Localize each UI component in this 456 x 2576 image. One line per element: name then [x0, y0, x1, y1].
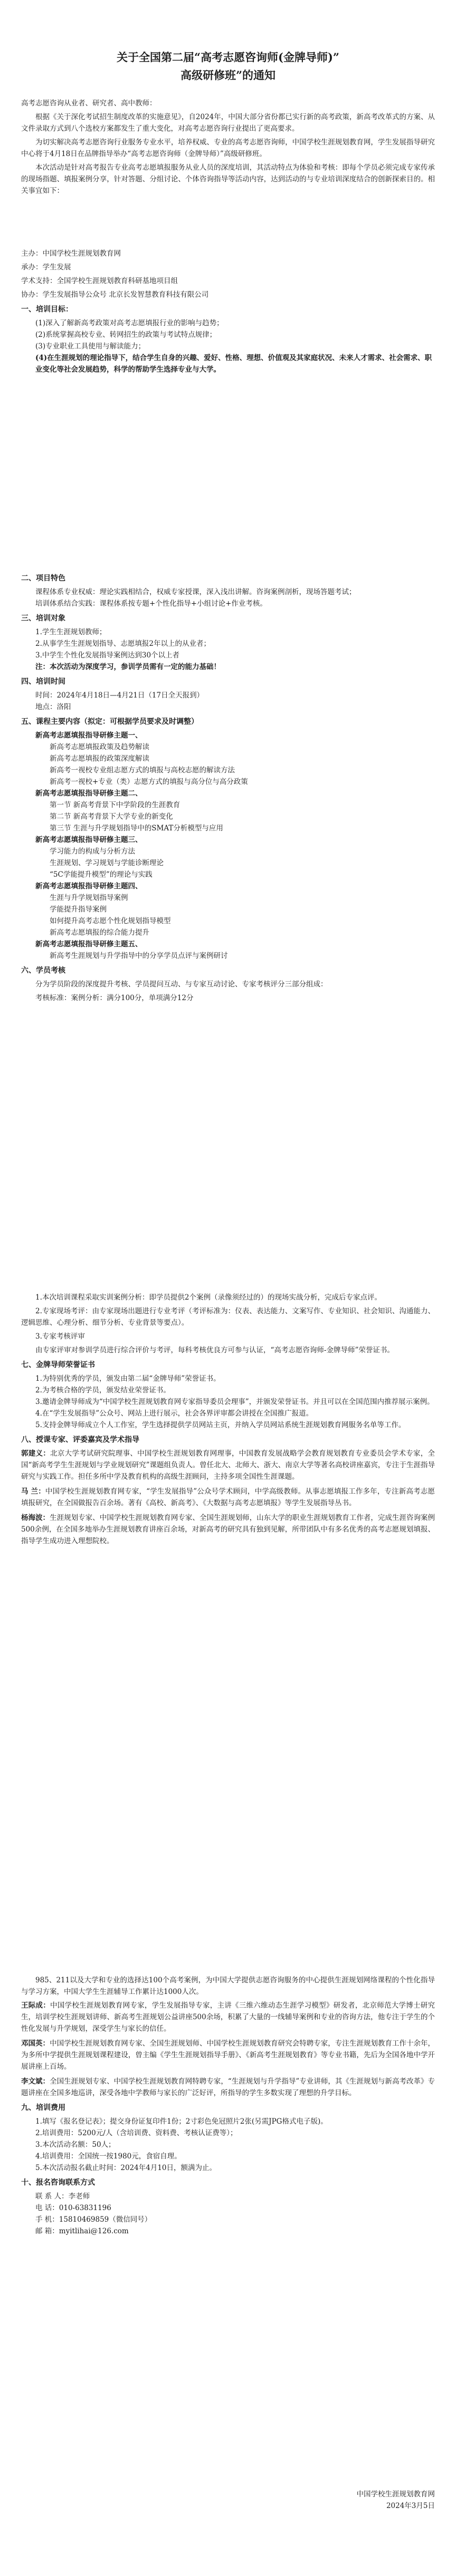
module-item: 新高考一视校+专业（类）志愿方式的填报与高分位与高分政策: [50, 778, 248, 786]
module-item: 学习能力的构成与分析方法: [50, 847, 135, 856]
certificate-item: 2.为考核合格的学员，颁发结业荣誉证书。: [35, 1386, 170, 1394]
section-4-title: 四、培训时间: [21, 677, 65, 686]
academic-support: 学术支持：全国学校生涯规划教育科研基地项目组: [21, 277, 178, 285]
expert-name: 马 兰：: [21, 1487, 45, 1496]
expert-bio: 中国学校生涯规划教育网专家，学生发展指导专家，主讲《三维六维动态生涯学习模型》研发者，北京师范大学博士研究生，培训学校生涯规划讲师、新高考生涯规划公益讲座500余场，积累了大量的一线辅导案例和专业的咨询方法，他专注于学生的个性化发展与升学规划，深受学生与家长的信任。: [21, 2001, 435, 2033]
section-6-title: 六、学员考核: [21, 966, 65, 975]
assessment-standard: 考核标准：案例分析：满分100分，单项满分12分: [35, 994, 194, 1002]
host: 主办：中国学校生涯规划教育网: [21, 249, 121, 258]
intro-paragraph-2: 为切实解决高考志愿咨询行业服务专业水平，培养权威、专业的高考志愿咨询师，中国学校生涯规划教育网，学生发展指导研究中心将于4月18日在品牌指导举办“高考志愿咨询师（金牌导师）”高级研修班。: [21, 138, 435, 158]
module-title: 新高考志愿填报指导研修主题一、: [35, 731, 142, 740]
goal-item: (3)专业职业工具使用与解读能力；: [35, 342, 146, 351]
signature-block: [21, 2488, 435, 2512]
assessment-item: 由专家评审对参训学员进行综合评价与考评，每科考核优良方可参与认证，“高考志愿咨询师-金牌导师”荣誉证书。: [35, 1346, 394, 1354]
assist: 协办：学生发展指导公众号 北京长发智慧教育科技有限公司: [21, 290, 209, 299]
module-item: 第二节 新高考背景下大学专业的新变化: [50, 812, 173, 821]
section-5-title: 五、课程主要内容（拟定：可根据学员要求及时调整）: [21, 718, 198, 726]
expert-entry: [21, 1486, 435, 1509]
certificate-item: 3.邀请金牌导师成为“中国学校生涯规划教育网专家指导委员会理事”，并颁发荣誉证书。并且可以在全国范围内推荐展示案例。: [35, 1398, 434, 1406]
expert-bio: 全国生涯规划专家、中国学校生涯规划教育网特聘专家，“生涯规划与升学指导”专业讲师，其《生涯规划与新高考改革》专题讲座在全国多地巡讲，深受各地中学教师与家长的广泛好评，所指导的学生多数实现了理想的升学目标。: [21, 2077, 435, 2097]
program-section: [21, 569, 435, 1006]
expert-entry: [21, 1448, 435, 1483]
section-8-title: 八、授课专家、评委嘉宾及学术指导: [21, 1436, 139, 1444]
time-item: 时间：2024年4月18日—4月21日（17日全天报到）: [35, 691, 204, 700]
certificate-item: 1.为特别优秀的学员，颁发由第二届“金牌导师”荣誉证书。: [35, 1374, 221, 1383]
contact-mobile: 手 机：15810469859（微信同号）: [35, 2215, 152, 2224]
experts-continued-section: [21, 1974, 435, 2237]
fee-item: 5.本次活动报名截止时间：2024年4月10日，额满为止。: [35, 2164, 217, 2172]
assessment-item: 3.专家考核评审: [35, 1332, 85, 1341]
expert-name: 杨海波：: [21, 1514, 50, 1522]
expert-entry: [21, 2038, 435, 2073]
section-10-title: 十、报名咨询联系方式: [21, 2178, 95, 2187]
feature-item: 培训体系结合实践：课程体系按专题+个性化指导+小组讨论+作业考核。: [35, 599, 267, 608]
target-note: 注：本次活动为深度学习，参训学员需有一定的能力基础！: [35, 663, 221, 671]
target-item: 3.中学生个性化发展指导案例达到30个以上者: [35, 651, 180, 660]
cohost: 承办：学生发展: [21, 263, 71, 272]
module-item: 第一节 新高考背景下中学阶段的生涯教育: [50, 801, 180, 809]
contact-email: 邮 箱：myitlihai@126.com: [35, 2227, 129, 2235]
module-item: 如何提升高考志愿个性化规划指导模型: [50, 917, 171, 925]
section-1-title: 一、培训目标：: [21, 305, 73, 314]
assessment-text: 分为学员阶段的深度提升考核、学员提问互动、与专家互动讨论、专家考核评分三部分组成：: [35, 980, 328, 989]
contact-person: 联 系 人：李老师: [35, 2192, 90, 2201]
signature-org: 中国学校生涯规划教育网: [356, 2490, 435, 2498]
module-item: 新高考志愿填报的政策深度解读: [50, 754, 149, 763]
fee-item: 2.培训费用：5200元/人（含培训费、资料费、考核认证费等）；: [35, 2129, 238, 2137]
expert-entry: [21, 2000, 435, 2035]
title-block: [21, 49, 435, 84]
expert-bio: 中国学校生涯规划教育网专家，“学生发展指导”公众号学术顾问，中学高级教师。从事志愿填报工作多年，专注新高考志愿填报研究，在全国做报告百余场。著有《高校、新高考》、《大数据与高考志愿填报》等学生发展指导丛书。: [21, 1487, 435, 1507]
target-item: 1.学生生涯规划教师；: [35, 628, 107, 636]
expert-entry: [21, 2076, 435, 2099]
expert-bio: 中国学校生涯规划教育网专家、全国生涯规划师、中国学校生涯规划教育研究会特聘专家，专注生涯规划教育工作十余年，为多所中学提供生涯规划课程建设，曾主编《学生生涯规划指导手册》、《新高考生涯规划教育》等专业书籍，先后为全国各地中学开展讲座上百场。: [21, 2039, 435, 2071]
assessment-detail-section: [21, 1292, 435, 1550]
module-item: 生涯规划、学习规划与学能诊断理论: [50, 859, 164, 867]
expert-name: 郭建义：: [21, 1449, 51, 1458]
module-title: 新高考志愿填报指导研修主题五、: [35, 940, 142, 948]
certificate-item: 5.支持金牌导师成立个人工作室，学生选择提供学员网站主页，并纳入学员网站系统生涯规划教育网服务名单等工作。: [35, 1421, 406, 1429]
fee-item: 4.培训费用：全国统一按1980元，食宿自理。: [35, 2152, 182, 2161]
module-title: 新高考志愿填报指导研修主题三、: [35, 836, 142, 844]
place-item: 地点：洛阳: [35, 703, 71, 711]
goal-item: (1)深入了解新高考政策对高考志愿填报行业的影响与趋势；: [35, 319, 224, 327]
fee-item: 1.填写《报名登记表》；提交身份证复印件1份；2寸彩色免冠照片2张(另需JPG格式电子版)。: [35, 2117, 328, 2126]
assessment-item: 2.专家现场考评：由专家现场出题进行专业考评（考评标准为：仪表、表达能力、文案写作、专业知识、社会知识、沟通能力、逻辑思维、心理分析、细节分析、专业背景等要点）。: [21, 1307, 435, 1327]
goal-item-highlight: (4)在生涯规划的理论指导下，结合学生自身的兴趣、爱好、性格、理想、价值观及其家庭状况、未来人才需求、社会需求、职业变化等社会发展趋势，科学的帮助学生选择专业与大学。: [35, 354, 432, 374]
expert-name: 王际成：: [21, 2001, 51, 2010]
module-item: 生涯与升学规划指导案例: [50, 894, 128, 902]
intro-section: [21, 98, 435, 199]
module-title: 新高考志愿填报指导研修主题四、: [35, 882, 142, 890]
module-item: 学能提升指导案例: [50, 905, 107, 914]
expert-name: 李文斌：: [21, 2077, 50, 2086]
organizer-section: [21, 248, 435, 375]
module-item: 第三节 生涯与升学规划指导中的SMAT分析模型与应用: [50, 824, 223, 832]
module-title: 新高考志愿填报指导研修主题二、: [35, 789, 142, 798]
goal-item: (2)系统掌握高校专业、转网招生的政策与考试特点规律；: [35, 331, 217, 339]
module-item: 新高考一视校专业组志愿方式的填报与高校志愿的解读方法: [50, 766, 235, 774]
contact-phone: 电 话：010-63831196: [35, 2204, 111, 2212]
section-2-title: 二、项目特色: [21, 574, 65, 583]
module-item: 新高考生涯规划与升学指导中的分享学员点评与案例研讨: [50, 952, 228, 960]
certificate-item: 4.在“学生发展指导”公众号、网站上进行展示，社会各界评审都会讲授在全国推广报道。: [35, 1409, 314, 1418]
intro-paragraph-1: 根据《关于深化考试招生制度改革的实施意见》，自2024年，中国大部分省份都已实行新的高考政策，新高考改革式的方案、从文件录取方式到八个选校方案都发生了重大变化，对高考志愿咨询行业提出了更高要求。: [21, 113, 435, 133]
page-title-line2: 高级研修班”的通知: [180, 69, 276, 82]
assessment-intro: 1.本次培训课程采取实训案例分析：即学员提供2个案例（录像须经过的）的现场实战分析，完成后专家点评。: [35, 1293, 382, 1302]
expert-bio: 生涯规划专家、中国学校生涯规划教育网专家、全国生涯规划师，山东大学的职业生涯规划教育工作者，完成生涯咨询案例500余例，在全国多地举办生涯规划教育讲座百余场，对新高考的研究具有独到见解，所带团队中有多名优秀的高考志愿规划填报、指导学生成功进入理想院校。: [21, 1514, 435, 1545]
expert-bio: 北京大学考试研究院理事、中国学校生涯规划教育网理事，中国教育发展战略学会教育规划教育专业委员会学术专家，全国“新高考学生生涯规划与学业规划研究”课题组负责人。曾任北大、北师大、浙大、南京大学等著名高校讲座嘉宾，专注于生涯指导研究与实践工作。担任多所中学及教育机构的高级生涯顾问，主持多项全国性生涯课题。: [21, 1449, 435, 1481]
intro-paragraph-3: 本次活动是针对高考报告专业高考志愿填报服务从业人员的深度培训，其活动特点为体验和考核：即每个学员必须完成专家传承的现场指题、填报案例分享，针对答题、分组讨论、个体咨询指导等活动内容，达到活动的与专业培训深度结合的创新探索目的。相关事宜如下：: [21, 163, 435, 195]
section-7-title: 七、金牌导师荣誉证书: [21, 1361, 95, 1369]
expert-entry: [21, 1512, 435, 1547]
target-item: 2.从事学生生涯规划指导、志愿填报2年以上的从业者；: [35, 640, 211, 648]
section-3-title: 三、培训对象: [21, 614, 65, 623]
module-item: “5C学能提升模型”的理论与实践: [50, 870, 153, 879]
expert-name: 邓国英：: [21, 2039, 50, 2048]
module-item: 新高考志愿填报的综合能力提升: [50, 928, 149, 937]
feature-item: 课程体系专业权威：理论实践相结合，权威专家授课，深入浅出讲解。咨询案例剖析，现场答题考试；: [35, 588, 356, 596]
experts-extra-intro: 985、211以及大学和专业的选择达100个高考案例，为中国大学提供志愿咨询服务的中心提供生涯规划网络课程的个性化指导与学习方案，中国大学生生涯辅导工作累计达1000人次。: [21, 1976, 435, 1996]
module-item: 新高考志愿填报政策及趋势解读: [50, 743, 149, 751]
fee-item: 3.本次活动名额：50人；: [35, 2141, 116, 2149]
salutation: 高考志愿咨询从业者、研究者、高中教师：: [21, 99, 157, 108]
signature-date: 2024年3月5日: [386, 2502, 435, 2510]
page-title-line1: 关于全国第二届“高考志愿咨询师(金牌导师)”: [116, 51, 340, 64]
section-9-title: 九、培训费用: [21, 2104, 65, 2112]
